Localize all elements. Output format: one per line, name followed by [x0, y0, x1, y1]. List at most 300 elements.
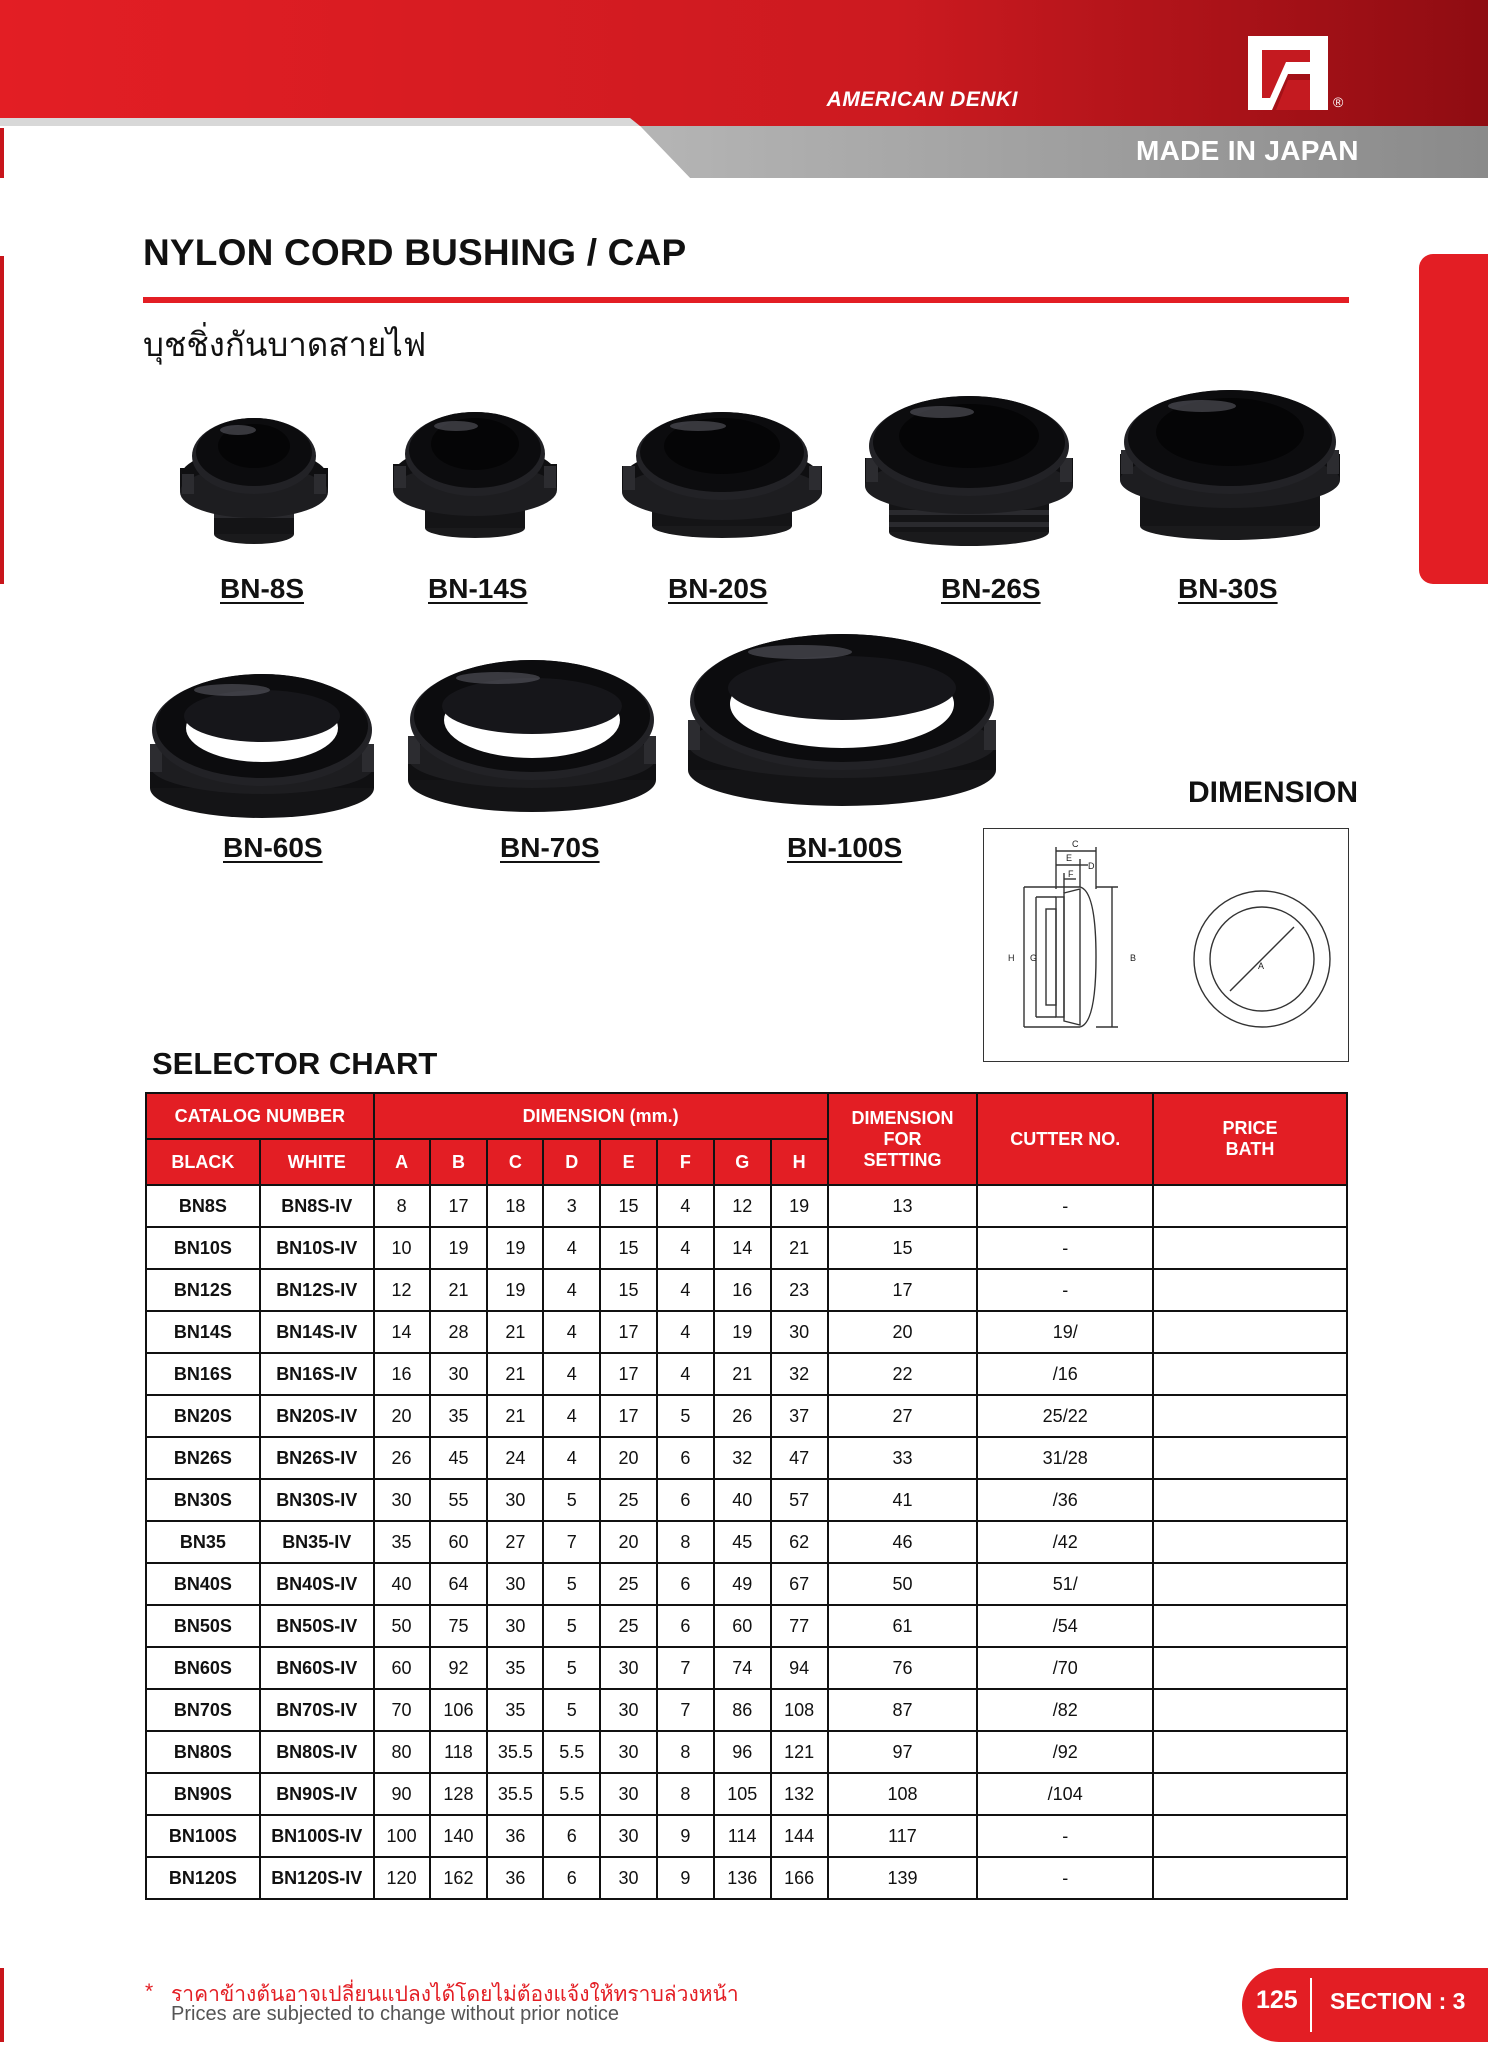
table-row: [146, 1227, 1347, 1269]
header-dimension: DIMENSION (mm.): [374, 1093, 828, 1139]
cell-white: BN10S-IV: [260, 1227, 374, 1269]
cell-dim-e: 30: [600, 1731, 657, 1773]
product-label: BN-8S: [220, 573, 305, 604]
cell-dim-h: 21: [771, 1227, 828, 1269]
cell-dim-g: 16: [714, 1269, 771, 1311]
note-asterisk: *: [145, 1980, 154, 2003]
table-row: [146, 1437, 1347, 1479]
cell-dim-e: 30: [600, 1857, 657, 1899]
cell-dim-b: 60: [430, 1521, 488, 1563]
cell-dim-c: 35: [487, 1689, 543, 1731]
cell-setting: 20: [828, 1311, 978, 1353]
header-dim-a: A: [374, 1139, 430, 1185]
cell-dim-c: 30: [487, 1563, 543, 1605]
cell-dim-b: 118: [430, 1731, 488, 1773]
cell-dim-a: 50: [374, 1605, 430, 1647]
cell-dim-b: 162: [430, 1857, 488, 1899]
cell-setting: 87: [828, 1689, 978, 1731]
cell-dim-e: 25: [600, 1479, 657, 1521]
cell-dim-a: 12: [374, 1269, 430, 1311]
cell-dim-d: 5: [543, 1563, 600, 1605]
cell-price: [1153, 1437, 1347, 1479]
cell-setting: 108: [828, 1773, 978, 1815]
cell-white: BN20S-IV: [260, 1395, 374, 1437]
cell-dim-f: 4: [657, 1353, 714, 1395]
cell-dim-a: 100: [374, 1815, 430, 1857]
product-label: BN-14S: [428, 573, 528, 604]
cell-dim-d: 5.5: [543, 1731, 600, 1773]
cell-price: [1153, 1815, 1347, 1857]
cell-dim-f: 7: [657, 1647, 714, 1689]
cell-setting: 17: [828, 1269, 978, 1311]
cell-dim-f: 6: [657, 1479, 714, 1521]
cell-dim-e: 20: [600, 1437, 657, 1479]
cell-dim-d: 6: [543, 1815, 600, 1857]
table-row: [146, 1731, 1347, 1773]
cell-dim-h: 77: [771, 1605, 828, 1647]
cell-dim-c: 24: [487, 1437, 543, 1479]
cell-white: BN80S-IV: [260, 1731, 374, 1773]
cell-dim-e: 17: [600, 1353, 657, 1395]
cell-setting: 13: [828, 1185, 978, 1227]
footer-separator: [1310, 1978, 1312, 2032]
product-image: [684, 630, 1000, 808]
cell-dim-f: 4: [657, 1227, 714, 1269]
cell-black: BN70S: [146, 1689, 260, 1731]
cell-dim-e: 15: [600, 1227, 657, 1269]
dim-label-f: F: [1068, 869, 1074, 879]
cell-white: BN90S-IV: [260, 1773, 374, 1815]
cell-black: BN8S: [146, 1185, 260, 1227]
cell-dim-g: 26: [714, 1395, 771, 1437]
cell-dim-a: 60: [374, 1647, 430, 1689]
cell-dim-h: 144: [771, 1815, 828, 1857]
header-dim-e: E: [600, 1139, 657, 1185]
dim-label-e: E: [1066, 853, 1073, 863]
cell-white: BN60S-IV: [260, 1647, 374, 1689]
cell-cutter: 51/: [977, 1563, 1153, 1605]
cell-dim-c: 35: [487, 1647, 543, 1689]
table-row: [146, 1773, 1347, 1815]
cell-dim-a: 20: [374, 1395, 430, 1437]
table-row: [146, 1269, 1347, 1311]
cell-dim-f: 7: [657, 1689, 714, 1731]
cell-dim-b: 55: [430, 1479, 488, 1521]
cell-white: BN120S-IV: [260, 1857, 374, 1899]
dim-label-g: G: [1030, 953, 1038, 963]
table-row: [146, 1395, 1347, 1437]
cell-dim-b: 45: [430, 1437, 488, 1479]
dim-label-h: H: [1008, 953, 1015, 963]
cell-black: BN50S: [146, 1605, 260, 1647]
header-black: BLACK: [146, 1139, 260, 1185]
cell-price: [1153, 1647, 1347, 1689]
cell-dim-b: 30: [430, 1353, 488, 1395]
cell-dim-g: 74: [714, 1647, 771, 1689]
cell-dim-c: 21: [487, 1311, 543, 1353]
selector-chart-heading: SELECTOR CHART: [152, 1046, 438, 1081]
cell-cutter: -: [977, 1227, 1153, 1269]
cell-black: BN40S: [146, 1563, 260, 1605]
left-edge-mark: [0, 256, 4, 584]
dim-label-d: D: [1088, 861, 1095, 871]
cell-white: BN35-IV: [260, 1521, 374, 1563]
product-image: [1118, 384, 1342, 544]
left-edge-mark: [0, 128, 4, 178]
header-price: PRICE BATH: [1153, 1093, 1347, 1185]
cell-price: [1153, 1689, 1347, 1731]
cell-cutter: 19/: [977, 1311, 1153, 1353]
cell-dim-h: 121: [771, 1731, 828, 1773]
cell-dim-h: 47: [771, 1437, 828, 1479]
cell-dim-a: 80: [374, 1731, 430, 1773]
section-side-tab: [1419, 254, 1488, 584]
cell-dim-d: 7: [543, 1521, 600, 1563]
cell-dim-h: 23: [771, 1269, 828, 1311]
cell-dim-a: 14: [374, 1311, 430, 1353]
cell-black: BN60S: [146, 1647, 260, 1689]
cell-dim-h: 94: [771, 1647, 828, 1689]
cell-dim-e: 25: [600, 1605, 657, 1647]
cell-dim-f: 8: [657, 1521, 714, 1563]
cell-cutter: 25/22: [977, 1395, 1153, 1437]
cell-dim-d: 5: [543, 1647, 600, 1689]
cell-dim-h: 132: [771, 1773, 828, 1815]
cell-dim-h: 30: [771, 1311, 828, 1353]
cell-price: [1153, 1311, 1347, 1353]
cell-dim-d: 5.5: [543, 1773, 600, 1815]
cell-cutter: -: [977, 1815, 1153, 1857]
product-image: [862, 390, 1076, 550]
table-row: [146, 1311, 1347, 1353]
cell-cutter: /42: [977, 1521, 1153, 1563]
header-dim-d: D: [543, 1139, 600, 1185]
cell-dim-d: 6: [543, 1857, 600, 1899]
cell-dim-b: 28: [430, 1311, 488, 1353]
cell-dim-f: 5: [657, 1395, 714, 1437]
cell-dim-f: 9: [657, 1815, 714, 1857]
cell-dim-f: 6: [657, 1563, 714, 1605]
cell-cutter: /92: [977, 1731, 1153, 1773]
cell-dim-d: 4: [543, 1311, 600, 1353]
cell-dim-a: 70: [374, 1689, 430, 1731]
cell-dim-f: 4: [657, 1269, 714, 1311]
cell-dim-e: 25: [600, 1563, 657, 1605]
cell-white: BN12S-IV: [260, 1269, 374, 1311]
dim-label-a: A: [1258, 961, 1265, 971]
cell-price: [1153, 1521, 1347, 1563]
product-image: [390, 402, 560, 542]
cell-dim-b: 75: [430, 1605, 488, 1647]
cell-dim-e: 15: [600, 1185, 657, 1227]
cell-dim-c: 21: [487, 1353, 543, 1395]
cell-black: BN16S: [146, 1353, 260, 1395]
cell-price: [1153, 1353, 1347, 1395]
cell-price: [1153, 1227, 1347, 1269]
brand-logo: [1248, 36, 1328, 110]
cell-dim-b: 19: [430, 1227, 488, 1269]
cell-cutter: /70: [977, 1647, 1153, 1689]
cell-dim-g: 12: [714, 1185, 771, 1227]
cell-dim-g: 96: [714, 1731, 771, 1773]
price-note-english: Prices are subjected to change without prior notice: [171, 2003, 620, 2025]
cell-dim-g: 14: [714, 1227, 771, 1269]
dim-label-c: C: [1072, 839, 1079, 849]
cell-dim-a: 35: [374, 1521, 430, 1563]
cell-dim-h: 67: [771, 1563, 828, 1605]
cell-dim-g: 19: [714, 1311, 771, 1353]
product-image: [620, 404, 824, 540]
cell-white: BN14S-IV: [260, 1311, 374, 1353]
cell-setting: 33: [828, 1437, 978, 1479]
cell-dim-d: 4: [543, 1269, 600, 1311]
cell-white: BN100S-IV: [260, 1815, 374, 1857]
cell-dim-h: 57: [771, 1479, 828, 1521]
cell-setting: 22: [828, 1353, 978, 1395]
cell-setting: 46: [828, 1521, 978, 1563]
dimension-diagram: [983, 828, 1349, 1062]
cell-white: BN8S-IV: [260, 1185, 374, 1227]
cell-cutter: /36: [977, 1479, 1153, 1521]
header-dimension-for-setting: DIMENSION FOR SETTING: [828, 1093, 978, 1185]
cell-dim-b: 21: [430, 1269, 488, 1311]
price-note-thai: ราคาข้างต้นอาจเปลี่ยนแปลงได้โดยไม่ต้องแจ้งให้ทราบล่วงหน้า: [171, 1983, 739, 2006]
cell-setting: 117: [828, 1815, 978, 1857]
cell-dim-g: 114: [714, 1815, 771, 1857]
cell-dim-d: 5: [543, 1689, 600, 1731]
product-label: BN-20S: [668, 573, 768, 604]
cell-black: BN30S: [146, 1479, 260, 1521]
cell-dim-f: 4: [657, 1311, 714, 1353]
cell-dim-a: 8: [374, 1185, 430, 1227]
product-image: [404, 656, 660, 814]
product-label: BN-30S: [1178, 573, 1278, 604]
cell-dim-c: 36: [487, 1815, 543, 1857]
cell-dim-d: 4: [543, 1227, 600, 1269]
cell-dim-b: 128: [430, 1773, 488, 1815]
cell-dim-f: 6: [657, 1437, 714, 1479]
cell-setting: 97: [828, 1731, 978, 1773]
header-dim-h: H: [771, 1139, 828, 1185]
product-label: BN-60S: [223, 832, 323, 863]
header-dim-g: G: [714, 1139, 771, 1185]
cell-dim-e: 30: [600, 1773, 657, 1815]
dimension-heading: DIMENSION: [1188, 776, 1359, 809]
cell-dim-e: 20: [600, 1521, 657, 1563]
cell-dim-g: 40: [714, 1479, 771, 1521]
cell-dim-d: 5: [543, 1605, 600, 1647]
cell-dim-a: 10: [374, 1227, 430, 1269]
cell-dim-b: 17: [430, 1185, 488, 1227]
cell-cutter: /54: [977, 1605, 1153, 1647]
header-dim-c: C: [487, 1139, 543, 1185]
cell-dim-g: 136: [714, 1857, 771, 1899]
header-dim-b: B: [430, 1139, 488, 1185]
cell-dim-a: 30: [374, 1479, 430, 1521]
cell-white: BN26S-IV: [260, 1437, 374, 1479]
cell-black: BN12S: [146, 1269, 260, 1311]
cell-dim-g: 45: [714, 1521, 771, 1563]
cell-white: BN30S-IV: [260, 1479, 374, 1521]
left-edge-mark: [0, 1968, 4, 2042]
header-catalog-number: CATALOG NUMBER: [146, 1093, 374, 1139]
cell-price: [1153, 1605, 1347, 1647]
cell-dim-c: 21: [487, 1395, 543, 1437]
cell-setting: 61: [828, 1605, 978, 1647]
cell-dim-c: 30: [487, 1605, 543, 1647]
cell-white: BN40S-IV: [260, 1563, 374, 1605]
cell-dim-f: 6: [657, 1605, 714, 1647]
table-row: [146, 1479, 1347, 1521]
cell-price: [1153, 1269, 1347, 1311]
table-row: [146, 1857, 1347, 1899]
cell-dim-c: 19: [487, 1227, 543, 1269]
cell-dim-h: 166: [771, 1857, 828, 1899]
cell-dim-f: 9: [657, 1857, 714, 1899]
cell-dim-g: 49: [714, 1563, 771, 1605]
table-row: [146, 1185, 1347, 1227]
cell-cutter: -: [977, 1857, 1153, 1899]
product-label: BN-70S: [500, 832, 600, 863]
cell-dim-h: 62: [771, 1521, 828, 1563]
cell-dim-d: 3: [543, 1185, 600, 1227]
dimension-drawing: [984, 829, 1348, 1061]
cell-dim-c: 18: [487, 1185, 543, 1227]
cell-price: [1153, 1731, 1347, 1773]
made-in-label: MADE IN JAPAN: [1136, 135, 1359, 166]
cell-dim-e: 17: [600, 1395, 657, 1437]
cell-dim-g: 32: [714, 1437, 771, 1479]
registered-mark: ®: [1333, 94, 1344, 110]
cell-cutter: /104: [977, 1773, 1153, 1815]
product-label: BN-100S: [787, 832, 903, 863]
cell-dim-e: 30: [600, 1647, 657, 1689]
cell-price: [1153, 1395, 1347, 1437]
cell-white: BN16S-IV: [260, 1353, 374, 1395]
cell-dim-b: 106: [430, 1689, 488, 1731]
table-row: [146, 1815, 1347, 1857]
cell-setting: 15: [828, 1227, 978, 1269]
cell-dim-g: 21: [714, 1353, 771, 1395]
cell-black: BN35: [146, 1521, 260, 1563]
table-row: [146, 1605, 1347, 1647]
cell-dim-b: 92: [430, 1647, 488, 1689]
cell-cutter: -: [977, 1185, 1153, 1227]
cell-dim-d: 4: [543, 1437, 600, 1479]
dim-label-b: B: [1130, 953, 1137, 963]
cell-price: [1153, 1773, 1347, 1815]
cell-dim-h: 32: [771, 1353, 828, 1395]
page-title: NYLON CORD BUSHING / CAP: [143, 232, 687, 273]
cell-dim-c: 36: [487, 1857, 543, 1899]
cell-dim-h: 19: [771, 1185, 828, 1227]
table-row: [146, 1647, 1347, 1689]
cell-black: BN10S: [146, 1227, 260, 1269]
cell-white: BN70S-IV: [260, 1689, 374, 1731]
thai-subtitle: บุชชิ่งกันบาดสายไฟ: [143, 326, 427, 363]
product-image: [146, 668, 378, 820]
selector-table: [145, 1092, 1348, 1900]
cell-dim-c: 27: [487, 1521, 543, 1563]
section-label: SECTION : 3: [1330, 1988, 1466, 2014]
cell-dim-h: 108: [771, 1689, 828, 1731]
cell-dim-c: 30: [487, 1479, 543, 1521]
cell-setting: 76: [828, 1647, 978, 1689]
cell-black: BN100S: [146, 1815, 260, 1857]
cell-price: [1153, 1185, 1347, 1227]
cell-dim-a: 26: [374, 1437, 430, 1479]
page-number: 125: [1256, 1986, 1298, 2014]
cell-cutter: /82: [977, 1689, 1153, 1731]
header-white: WHITE: [260, 1139, 374, 1185]
cell-dim-g: 86: [714, 1689, 771, 1731]
cell-dim-f: 8: [657, 1731, 714, 1773]
cell-setting: 139: [828, 1857, 978, 1899]
cell-dim-f: 4: [657, 1185, 714, 1227]
cell-dim-h: 37: [771, 1395, 828, 1437]
page-header: [0, 0, 1488, 178]
cell-price: [1153, 1563, 1347, 1605]
cell-dim-a: 90: [374, 1773, 430, 1815]
cell-dim-b: 64: [430, 1563, 488, 1605]
cell-cutter: 31/28: [977, 1437, 1153, 1479]
table-row: [146, 1521, 1347, 1563]
table-row: [146, 1689, 1347, 1731]
cell-dim-e: 17: [600, 1311, 657, 1353]
table-row: [146, 1563, 1347, 1605]
cell-dim-e: 15: [600, 1269, 657, 1311]
cell-black: BN20S: [146, 1395, 260, 1437]
cell-cutter: /16: [977, 1353, 1153, 1395]
cell-dim-c: 35.5: [487, 1731, 543, 1773]
cell-dim-d: 4: [543, 1353, 600, 1395]
cell-dim-e: 30: [600, 1815, 657, 1857]
cell-dim-e: 30: [600, 1689, 657, 1731]
cell-setting: 27: [828, 1395, 978, 1437]
cell-white: BN50S-IV: [260, 1605, 374, 1647]
cell-dim-c: 35.5: [487, 1773, 543, 1815]
header-cutter-no: CUTTER NO.: [977, 1093, 1153, 1185]
cell-black: BN26S: [146, 1437, 260, 1479]
product-label: BN-26S: [941, 573, 1041, 604]
cell-dim-b: 140: [430, 1815, 488, 1857]
cell-setting: 50: [828, 1563, 978, 1605]
cell-black: BN80S: [146, 1731, 260, 1773]
cell-dim-a: 16: [374, 1353, 430, 1395]
cell-dim-f: 8: [657, 1773, 714, 1815]
cell-dim-b: 35: [430, 1395, 488, 1437]
selector-table-body: [146, 1185, 1347, 1899]
cell-dim-g: 105: [714, 1773, 771, 1815]
cell-dim-d: 5: [543, 1479, 600, 1521]
cell-setting: 41: [828, 1479, 978, 1521]
cell-black: BN120S: [146, 1857, 260, 1899]
header-dim-f: F: [657, 1139, 714, 1185]
cell-dim-g: 60: [714, 1605, 771, 1647]
cell-dim-a: 120: [374, 1857, 430, 1899]
cell-dim-a: 40: [374, 1563, 430, 1605]
cell-black: BN90S: [146, 1773, 260, 1815]
cell-dim-d: 4: [543, 1395, 600, 1437]
cell-cutter: -: [977, 1269, 1153, 1311]
cell-price: [1153, 1479, 1347, 1521]
brand-name: AMERICAN DENKI: [826, 88, 1018, 111]
cell-dim-c: 19: [487, 1269, 543, 1311]
title-divider: [143, 297, 1349, 303]
product-image: [178, 408, 330, 548]
cell-black: BN14S: [146, 1311, 260, 1353]
table-row: [146, 1353, 1347, 1395]
